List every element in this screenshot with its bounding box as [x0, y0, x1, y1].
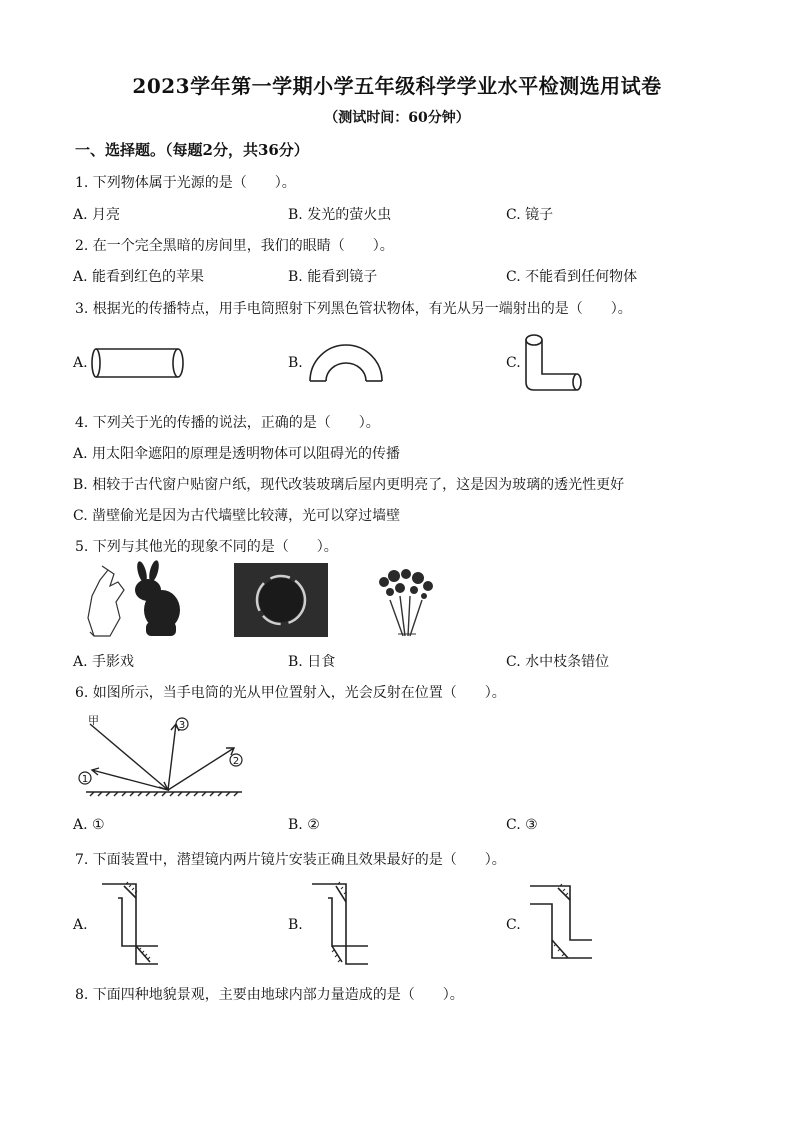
question-4-option-b: B. 相较于古代窗户贴窗户纸，现代改装玻璃后屋内更明亮了，这是因为玻璃的透光性更好	[73, 477, 625, 493]
solar-eclipse-figure	[234, 563, 328, 637]
straight-tube-figure	[92, 343, 188, 383]
periscope-c-figure	[528, 882, 596, 966]
periscope-a-figure	[100, 880, 162, 966]
question-5-option-b: B. 日食	[288, 654, 336, 670]
question-3-stem: 3. 根据光的传播特点，用手电筒照射下列黑色管状物体，有光从另一端射出的是（ ）。	[75, 301, 632, 317]
reflection-diagram	[76, 712, 246, 800]
hand-shadow-figure	[80, 562, 190, 640]
bent-tube-figure	[524, 332, 586, 394]
question-6-option-a: A. ①	[73, 817, 105, 833]
question-3-option-a: A.	[73, 355, 88, 371]
question-8-stem: 8. 下面四种地貌景观，主要由地球内部力量造成的是（ ）。	[75, 987, 464, 1003]
page-title: 2023学年第一学期小学五年级科学学业水平检测选用试卷	[132, 74, 662, 98]
question-2-option-b: B. 能看到镜子	[288, 269, 378, 285]
question-5-option-c: C. 水中枝条错位	[506, 654, 610, 670]
section-heading: 一、选择题。（每题2分，共36分）	[75, 141, 309, 159]
question-4-stem: 4. 下列关于光的传播的说法，正确的是（ ）。	[75, 415, 380, 431]
question-6-option-c: C. ③	[506, 817, 538, 833]
question-7-stem: 7. 下面装置中，潜望镜内两片镜片安装正确且效果最好的是（ ）。	[75, 852, 506, 868]
question-3-option-c: C.	[506, 355, 521, 371]
test-duration: （测试时间：60分钟）	[324, 110, 470, 126]
position-1-label: 1	[81, 774, 89, 785]
question-1-stem: 1. 下列物体属于光源的是（ ）。	[75, 175, 296, 191]
question-7-option-c: C.	[506, 917, 521, 933]
question-7-option-b: B.	[288, 917, 303, 933]
arched-tube-figure	[308, 340, 384, 384]
question-2-stem: 2. 在一个完全黑暗的房间里，我们的眼睛（ ）。	[75, 238, 394, 254]
question-6-stem: 6. 如图所示，当手电筒的光从甲位置射入，光会反射在位置（ ）。	[75, 685, 506, 701]
twig-in-water-figure	[370, 566, 440, 638]
question-4-option-c: C. 凿壁偷光是因为古代墙壁比较薄，光可以穿过墙壁	[73, 508, 401, 524]
question-1-option-a: A. 月亮	[73, 207, 121, 223]
position-3-label: 3	[178, 720, 186, 731]
question-6-option-b: B. ②	[288, 817, 320, 833]
question-1-option-c: C. 镜子	[506, 207, 554, 223]
question-5-stem: 5. 下列与其他光的现象不同的是（ ）。	[75, 539, 338, 555]
position-2-label: 2	[232, 756, 240, 767]
question-7-option-a: A.	[73, 917, 88, 933]
periscope-b-figure	[310, 880, 372, 966]
question-4-option-a: A. 用太阳伞遮阳的原理是透明物体可以阻碍光的传播	[73, 446, 401, 462]
question-3-option-b: B.	[288, 355, 303, 371]
question-5-option-a: A. 手影戏	[73, 654, 135, 670]
question-1-option-b: B. 发光的萤火虫	[288, 207, 392, 223]
source-label: 甲	[88, 715, 99, 727]
question-2-option-c: C. 不能看到任何物体	[506, 269, 638, 285]
question-2-option-a: A. 能看到红色的苹果	[73, 269, 205, 285]
